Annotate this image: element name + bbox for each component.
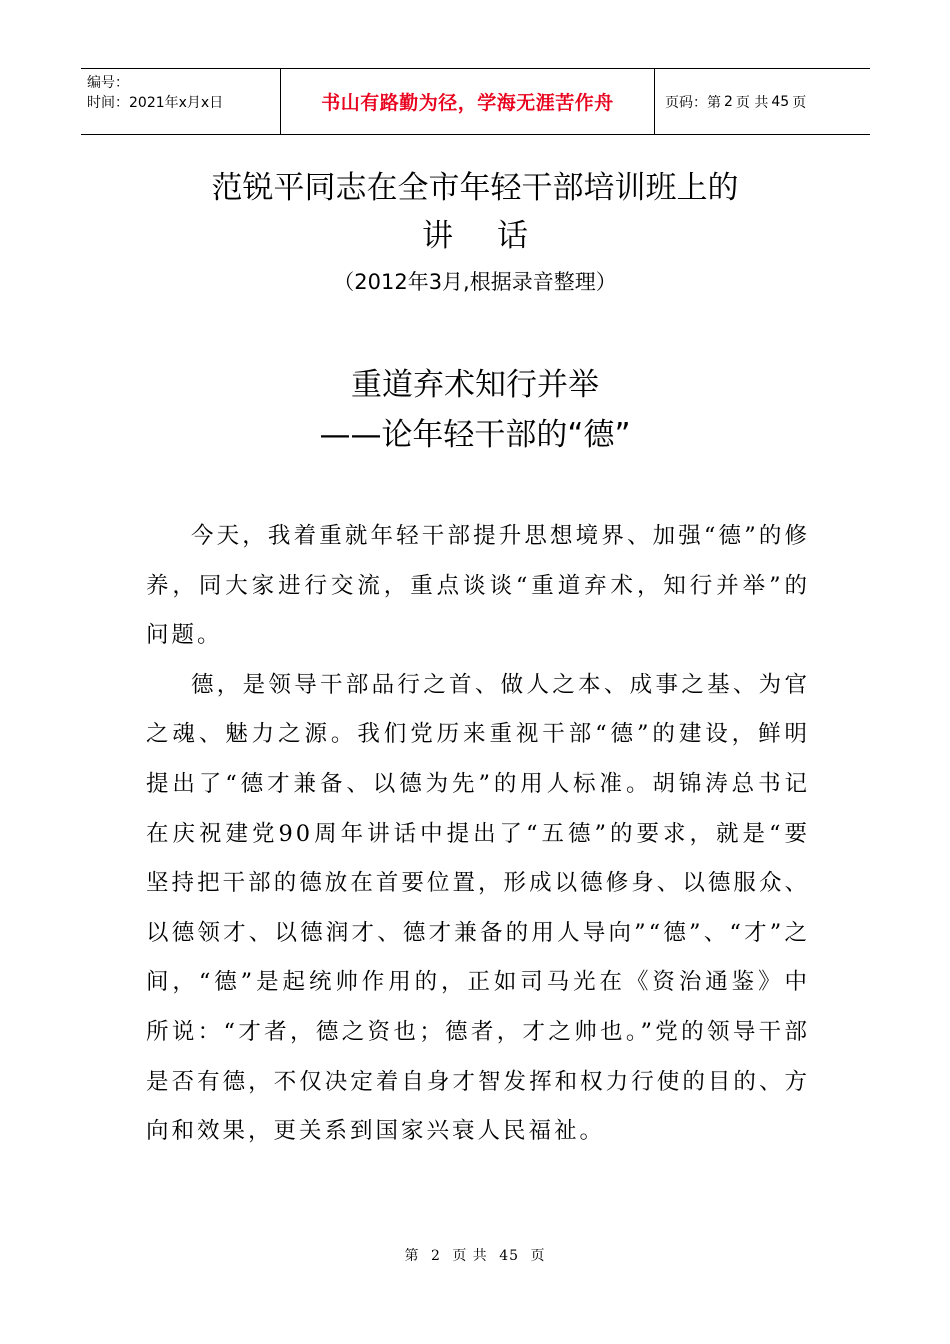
document-time-label: 时间：2021年x月x日 (87, 95, 224, 111)
header-page-prefix: 页码：第 (665, 94, 721, 111)
header-page-current: 2 (724, 93, 733, 110)
footer-suffix: 页 (530, 1248, 546, 1264)
footer-page-current: 2 (430, 1248, 441, 1264)
header-meta (81, 69, 281, 134)
header-page-number (655, 69, 870, 134)
document-number-label: 编号： (87, 75, 129, 91)
document-title-line1: 范锐平同志在全市年轻干部培训班上的 (211, 170, 739, 206)
body-paragraph-2: 德，是领导干部品行之首、做人之本、成事之基、为官之魂、魅力之源。我们党历来重视干部“德”的建设，鲜明提出了“德才兼备、以德为先”的用人标准。胡锦涛总书记在庆祝建党90周年讲话中提出了“五德”的要求，就是“要坚持把干部的德放在首要位置，形成以德修身、以德服众、以德领才、以德润才、德才兼备的用人导向”“德”、“才”之间，“德”是起统帅作用的，正如司马光在《资治通鉴》中所说：“才者，德之资也；德者，才之帅也。”党的领导干部是否有德，不仅决定着自身才智发挥和权力行使的目的、方向和效果，更关系到国家兴衰人民福祉。 (146, 671, 810, 1145)
document-title-line2: 讲话 (422, 218, 572, 254)
footer-page-total: 45 (499, 1248, 520, 1264)
header-motto: 书山有路勤为径，学海无涯苦作舟 (281, 69, 655, 134)
footer-mid: 页 共 (452, 1248, 488, 1264)
footer-prefix: 第 (404, 1248, 420, 1264)
page-header (81, 68, 870, 135)
page-footer (0, 1245, 950, 1265)
body-paragraph-1: 今天，我着重就年轻干部提升思想境界、加强“德”的修养，同大家进行交流，重点谈谈“重道弃术，知行并举”的问题。 (146, 523, 810, 649)
section-heading-line2: ——论年轻干部的“德” (319, 417, 631, 453)
section-heading-line1: 重道弃术知行并举 (351, 367, 599, 403)
header-page-suffix: 页 (792, 94, 807, 111)
document-body (146, 512, 810, 1157)
document-subtitle: （2012年3月,根据录音整理） (333, 270, 617, 294)
header-page-mid: 页 共 (735, 94, 769, 111)
header-page-total: 45 (771, 93, 790, 110)
